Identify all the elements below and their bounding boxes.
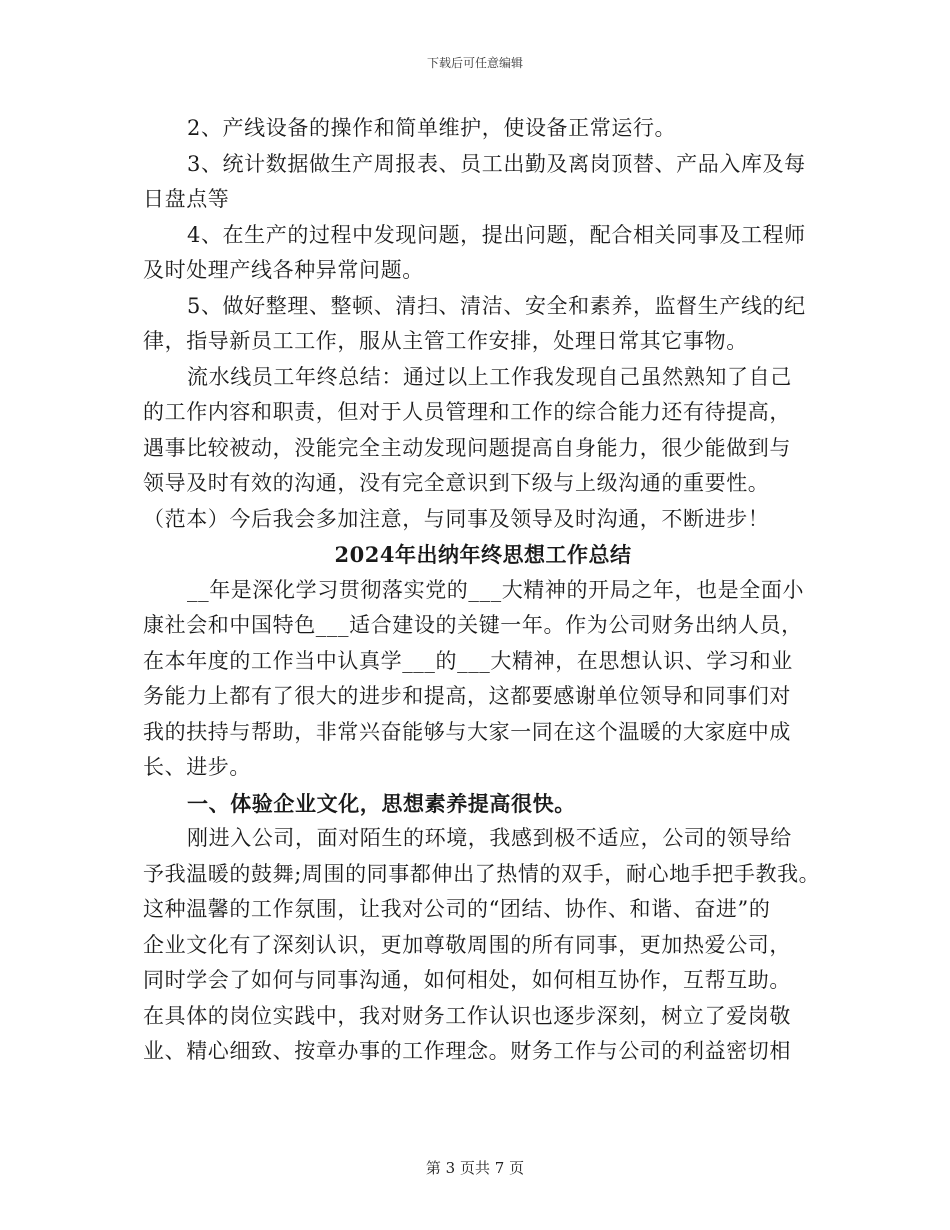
paragraph-line: 律，指导新员工工作，服从主管工作安排，处理日常其它事物。	[143, 329, 748, 353]
paragraph-line: （范本）今后我会多加注意，与同事及领导及时沟通，不断进步！	[143, 506, 770, 531]
paragraph-line: 康社会和中国特色___适合建设的关键一年。作为公司财务出纳人员，	[143, 613, 803, 637]
paragraph-line: 及时处理产线各种异常问题。	[143, 258, 424, 282]
paragraph-line: 务能力上都有了很大的进步和提高，这都要感谢单位领导和同事们对	[143, 684, 791, 708]
paragraph-line: 领导及时有效的沟通，没有完全意识到下级与上级沟通的重要性。	[143, 471, 770, 495]
paragraph-line: 同时学会了如何与同事沟通，如何相处，如何相互协作，互帮互助。	[143, 968, 791, 992]
section-title: 2024年出纳年终思想工作总结	[334, 542, 632, 567]
page-header: 下载后可任意编辑	[426, 56, 523, 70]
paragraph-line: 刚进入公司，面对陌生的环境，我感到极不适应，公司的领导给	[187, 826, 792, 850]
paragraph-line: 5、做好整理、整顿、清扫、清洁、安全和素养，监督生产线的纪	[187, 293, 806, 318]
paragraph-line: 这种温馨的工作氛围，让我对公司的“团结、协作、和谐、奋进”的	[143, 897, 771, 921]
paragraph-line: 我的扶持与帮助，非常兴奋能够与大家一同在这个温暖的大家庭中成	[143, 719, 791, 744]
paragraph-line: 流水线员工年终总结：通过以上工作我发现自己虽然熟知了自己	[187, 364, 792, 389]
paragraph-line: 长、进步。	[143, 755, 251, 779]
paragraph-line: 予我温暖的鼓舞;周围的同事都伸出了热情的双手，耐心地手把手教我。	[143, 861, 821, 886]
paragraph-line: 在具体的岗位实践中，我对财务工作认识也逐步深刻，树立了爱岗敬	[143, 1003, 791, 1028]
paragraph-line: 的工作内容和职责，但对于人员管理和工作的综合能力还有待提高，	[143, 400, 791, 424]
paragraph-line: 企业文化有了深刻认识，更加尊敬周围的所有同事，更加热爱公司，	[143, 932, 791, 957]
document-body	[143, 111, 823, 1070]
paragraph-line: 4、在生产的过程中发现问题，提出问题，配合相关同事及工程师	[187, 222, 806, 247]
paragraph-line: 遇事比较被动，没能完全主动发现问题提高自身能力，很少能做到与	[143, 435, 791, 460]
paragraph-line: 在本年度的工作当中认真学___的___大精神，在思想认识、学习和业	[143, 648, 793, 673]
paragraph-line: 日盘点等	[143, 187, 230, 211]
paragraph-line: __年是深化学习贯彻落实党的___大精神的开局之年，也是全面小	[187, 577, 805, 602]
paragraph-line: 2、产线设备的操作和简单维护，使设备正常运行。	[187, 116, 677, 140]
page-footer: 第 3 页共 7 页	[425, 1159, 525, 1177]
subsection-heading: 一、体验企业文化，思想素养提高很快。	[187, 790, 576, 816]
paragraph-line: 3、统计数据做生产周报表、员工出勤及离岗顶替、产品入库及每	[187, 151, 806, 176]
paragraph-line: 业、精心细致、按章办事的工作理念。财务工作与公司的利益密切相	[143, 1039, 791, 1063]
